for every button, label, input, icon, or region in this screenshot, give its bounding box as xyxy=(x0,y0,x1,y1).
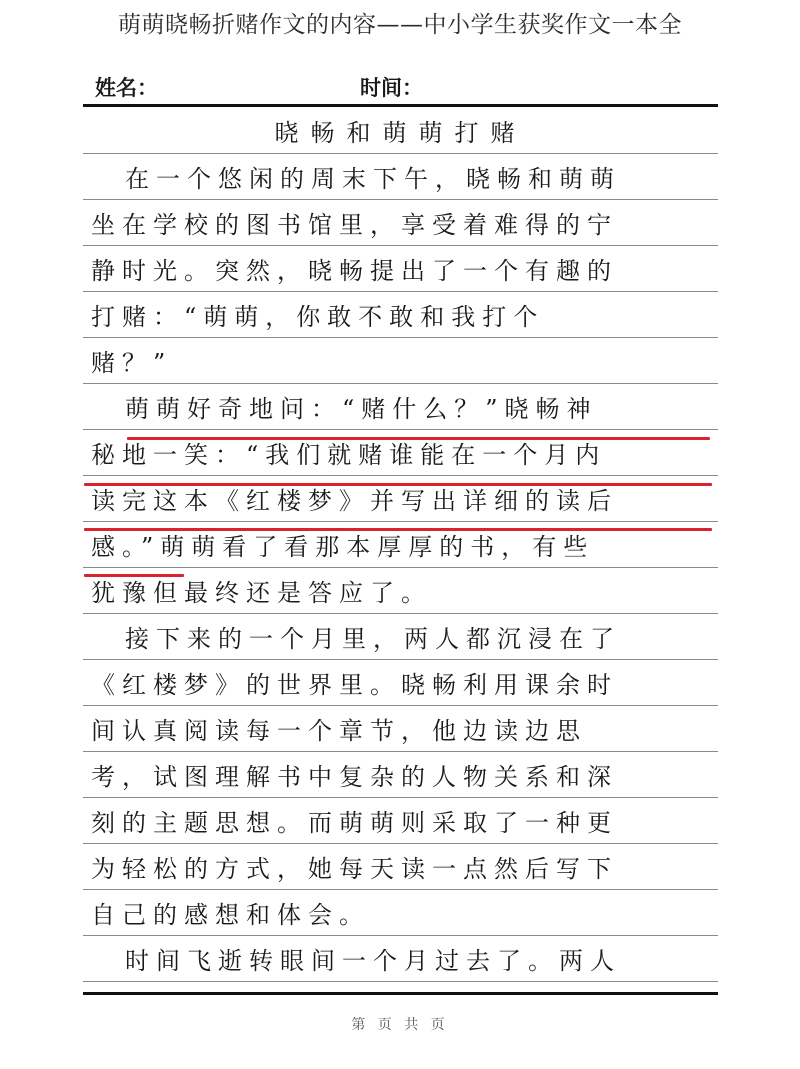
essay-line: 为轻松的方式，她每天读一点然后写下 xyxy=(83,844,718,890)
bottom-rule xyxy=(83,992,718,995)
essay-line: 萌萌好奇地问：“赌什么？”晓畅神 xyxy=(83,384,718,430)
essay-line: 犹豫但最终还是答应了。 xyxy=(83,568,718,614)
time-label: 时间： xyxy=(360,76,423,100)
top-rule xyxy=(83,104,718,107)
essay-lines xyxy=(83,108,718,982)
essay-line: 打赌：“萌萌，你敢不敢和我打个 xyxy=(83,292,718,338)
red-underline xyxy=(84,574,184,577)
page-title: 萌萌晓畅折赌作文的内容——中小学生获奖作文一本全 xyxy=(118,12,682,38)
red-underline xyxy=(84,483,712,486)
essay-line: 自己的感想和体会。 xyxy=(83,890,718,936)
essay-title: 晓畅和萌萌打赌 xyxy=(274,119,527,147)
essay-line: 感。”萌萌看了看那本厚厚的书，有些 xyxy=(83,522,718,568)
essay-line: 间认真阅读每一个章节，他边读边思 xyxy=(83,706,718,752)
essay-line: 坐在学校的图书馆里，享受着难得的宁 xyxy=(83,200,718,246)
essay-line: 时间飞逝转眼间一个月过去了。两人 xyxy=(83,936,718,982)
page-footer: 第 页 共 页 xyxy=(351,1017,449,1033)
red-underline xyxy=(84,528,712,531)
essay-line: 《红楼梦》的世界里。晓畅利用课余时 xyxy=(83,660,718,706)
essay-line: 静时光。突然，晓畅提出了一个有趣的 xyxy=(83,246,718,292)
red-underline xyxy=(127,437,710,440)
essay-line: 在一个悠闲的周末下午，晓畅和萌萌 xyxy=(83,154,718,200)
essay-line: 秘地一笑：“我们就赌谁能在一个月内 xyxy=(83,430,718,476)
essay-line: 刻的主题思想。而萌萌则采取了一种更 xyxy=(83,798,718,844)
essay-title-line xyxy=(83,108,718,154)
name-label: 姓名： xyxy=(95,76,158,100)
essay-line: 考，试图理解书中复杂的人物关系和深 xyxy=(83,752,718,798)
essay-line: 赌？” xyxy=(83,338,718,384)
worksheet-header xyxy=(95,72,715,102)
essay-line: 读完这本《红楼梦》并写出详细的读后 xyxy=(83,476,718,522)
essay-line: 接下来的一个月里，两人都沉浸在了 xyxy=(83,614,718,660)
